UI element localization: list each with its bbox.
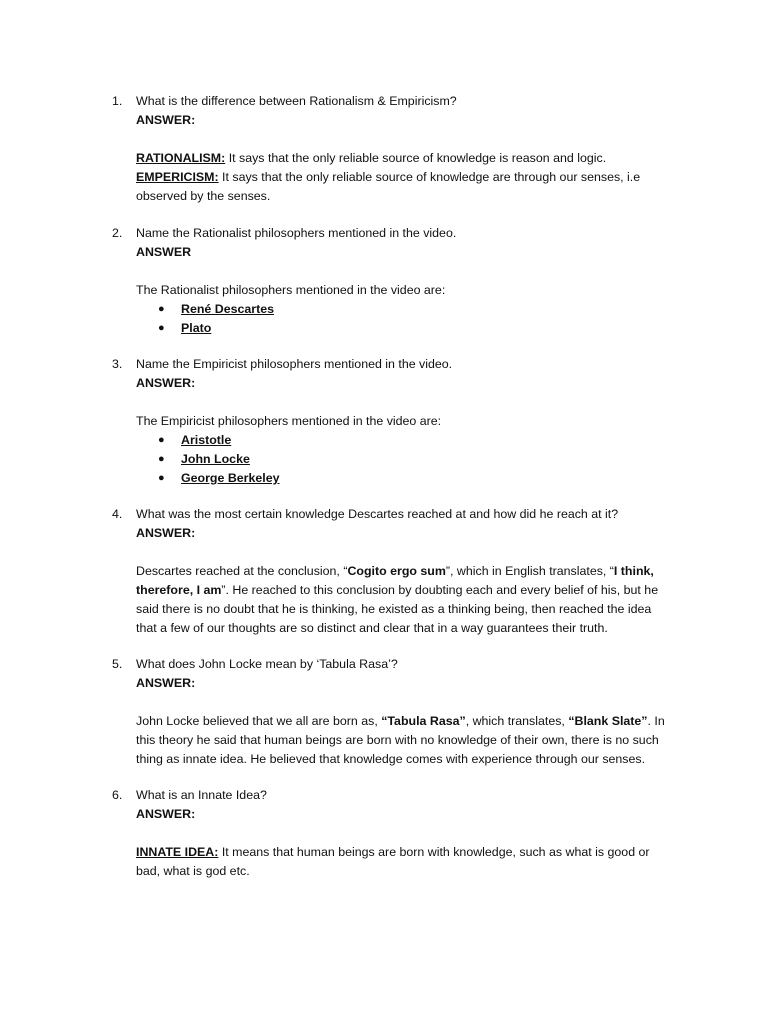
question-number: 3.: [112, 357, 123, 371]
question-number: 5.: [112, 657, 123, 671]
answer-paragraph-line: thing as innate idea. He believed that knowledge comes with experience through our senses.: [136, 752, 646, 766]
text-span: . In: [647, 714, 665, 728]
answer-label: ANSWER: [136, 245, 192, 259]
bullet-icon: ●: [158, 472, 165, 484]
question-text: What does John Locke mean by ‘Tabula Rasa’?: [136, 657, 398, 671]
answer-paragraph-line: [136, 581, 692, 600]
question-text: What is the difference between Rationalism & Empiricism?: [136, 94, 457, 108]
bullet-icon: ●: [158, 322, 165, 334]
question-text: Name the Rationalist philosophers mentioned in the video.: [136, 226, 457, 240]
question-text: Name the Empiricist philosophers mentioned in the video.: [136, 357, 453, 371]
empiricism-text: It says that the only reliable source of knowledge are through our senses, i.e: [218, 170, 641, 184]
question-5: [112, 655, 692, 769]
answer-label: ANSWER:: [136, 676, 196, 690]
answer-intro: The Rationalist philosophers mentioned in the video are:: [136, 283, 446, 297]
bullet-icon: ●: [158, 434, 165, 446]
question-text: What is an Innate Idea?: [136, 788, 267, 802]
question-6: [112, 786, 692, 881]
text-span: ”. He reached to this conclusion by doubting each and every belief of his, but he: [221, 583, 659, 597]
answer-paragraph-line: [136, 843, 692, 862]
philosopher-name: John Locke: [181, 452, 250, 466]
answer-label: ANSWER:: [136, 526, 196, 540]
latin-phrase: “Tabula Rasa”: [381, 714, 466, 728]
translation-phrase: “Blank Slate”: [568, 714, 648, 728]
answer-paragraph-line: [136, 712, 692, 731]
list-item: [158, 431, 692, 450]
text-span: , which translates,: [465, 714, 569, 728]
question-2: [112, 224, 692, 338]
philosopher-name: Plato: [181, 321, 212, 335]
translation-phrase: I think,: [613, 564, 654, 578]
question-4: [112, 505, 692, 638]
philosopher-list: [158, 300, 692, 338]
answer-intro: The Empiricist philosophers mentioned in the video are:: [136, 414, 442, 428]
text-span: ”, which in English translates, “: [445, 564, 614, 578]
question-number: 1.: [112, 94, 123, 108]
bullet-icon: ●: [158, 303, 165, 315]
answer-paragraph-line: [136, 562, 692, 581]
answer-paragraph-line: that a few of our thoughts are so distinct and clear that in a way guarantees their truth.: [136, 621, 608, 635]
rationalism-definition: [136, 149, 692, 168]
rationalism-text: It says that the only reliable source of knowledge is reason and logic.: [225, 151, 607, 165]
latin-phrase: Cogito ergo sum: [347, 564, 446, 578]
translation-phrase: therefore, I am: [136, 583, 222, 597]
question-1: [112, 92, 692, 206]
answer-label: ANSWER:: [136, 376, 196, 390]
philosopher-name: René Descartes: [181, 302, 274, 316]
text-span: It means that human beings are born with knowledge, such as what is good or: [218, 845, 650, 859]
philosopher-name: George Berkeley: [181, 471, 280, 485]
rationalism-term: RATIONALISM:: [136, 151, 226, 165]
question-number: 4.: [112, 507, 123, 521]
question-3: [112, 355, 692, 488]
question-text: What was the most certain knowledge Descartes reached at and how did he reach at it?: [136, 507, 619, 521]
question-number: 6.: [112, 788, 123, 802]
empiricism-definition: [136, 168, 692, 187]
answer-paragraph-line: said there is no doubt that he is thinking, he existed as a thinking being, then reached the idea: [136, 602, 652, 616]
list-item: [158, 319, 692, 338]
list-item: [158, 469, 692, 488]
innate-idea-term: INNATE IDEA:: [136, 845, 219, 859]
bullet-icon: ●: [158, 453, 165, 465]
text-span: John Locke believed that we all are born as,: [136, 714, 382, 728]
answer-paragraph-line: this theory he said that human beings are born with no knowledge of their own, there is no such: [136, 733, 659, 747]
philosopher-name: Aristotle: [181, 433, 232, 447]
philosopher-list: [158, 431, 692, 488]
list-item: [158, 300, 692, 319]
question-number: 2.: [112, 226, 123, 240]
answer-label: ANSWER:: [136, 113, 196, 127]
empiricism-text-continued: observed by the senses.: [136, 189, 271, 203]
answer-paragraph-line: bad, what is god etc.: [136, 864, 250, 878]
list-item: [158, 450, 692, 469]
answer-label: ANSWER:: [136, 807, 196, 821]
text-span: Descartes reached at the conclusion, “: [136, 564, 348, 578]
empiricism-term: EMPERICISM:: [136, 170, 219, 184]
